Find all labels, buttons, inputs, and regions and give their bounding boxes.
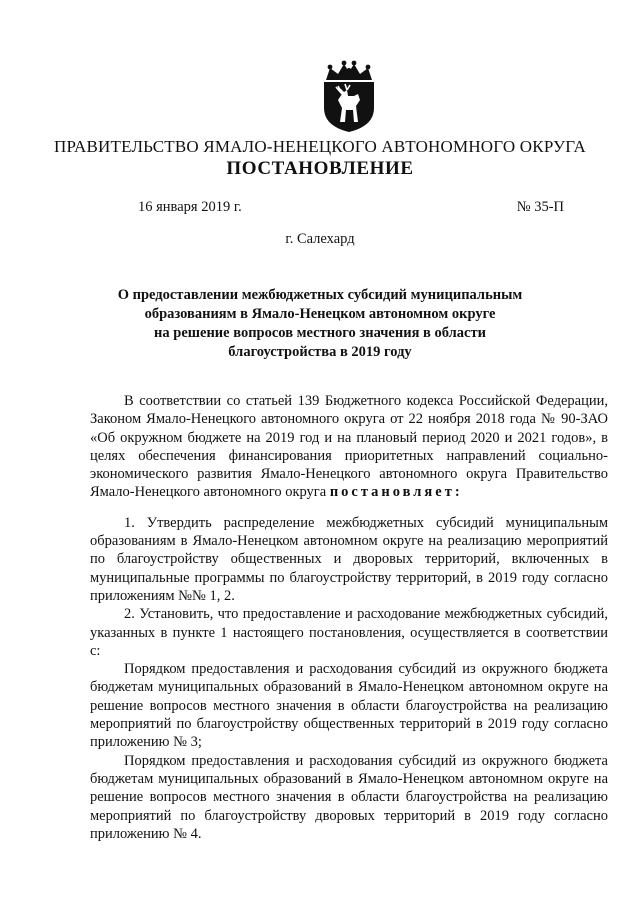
document-date: 16 января 2019 г.	[138, 199, 242, 215]
coat-of-arms-icon	[318, 60, 380, 134]
document-number: № 35-П	[516, 199, 564, 215]
subitem-1: Порядком предоставления и расходования субсидий из окружного бюджета бюджетам муниципальных образований в Ямало-Ненецком автономном округе на решение вопросов местного значения в области благоустройства на реализацию мероприятий по благоустройству общественных территорий в 2019 году согласно приложению № 3;	[90, 661, 608, 751]
document-type: ПОСТАНОВЛЕНИЕ	[226, 158, 414, 179]
document-title	[100, 286, 540, 362]
item-2: 2. Установить, что предоставление и расходование межбюджетных субсидий, указанных в пункте 1 настоящего постановления, осуществляется в соответствии с:	[90, 606, 608, 659]
title-line: образованиям в Ямало-Ненецком автономном округе	[144, 306, 496, 322]
document-body	[90, 392, 608, 843]
title-line: О предоставлении межбюджетных субсидий муниципальным	[117, 287, 523, 303]
decree-word: постановляет:	[329, 484, 463, 501]
title-line: благоустройства в 2019 году	[228, 344, 412, 360]
government-name: ПРАВИТЕЛЬСТВО ЯМАЛО-НЕНЕЦКОГО АВТОНОМНОГО ОКРУГА	[54, 137, 586, 156]
item-1: 1. Утвердить распределение межбюджетных субсидий муниципальным образованиям в Ямало-Ненецком автономном округе на реализацию мероприятий по благоустройству общественных и дворовых территорий, включенных в муниципальные программы по благоустройству территорий, в 2019 году согласно приложениям №№ 1, 2.	[90, 514, 608, 604]
preamble-paragraph	[90, 392, 608, 502]
document-city: г. Салехард	[285, 231, 355, 247]
subitem-2: Порядком предоставления и расходования субсидий из окружного бюджета бюджетам муниципальных образований в Ямало-Ненецком автономном округе на решение вопросов местного значения в области благоустройства на реализацию мероприятий по благоустройству дворовых территорий в 2019 году согласно приложению № 4.	[90, 752, 608, 842]
preamble-text: В соответствии со статьей 139 Бюджетного кодекса Российской Федерации, Законом Ямало-Ненецкого автономного округа от 22 ноября 2018 года № 90-ЗАО «Об окружном бюджете на 2019 год и на плановый период 2020 и 2021 годов», в целях обеспечения финансирования приоритетных направлений социально-экономического развития Ямало-Ненецкого автономного округа Правительство Ямало-Ненецкого автономного округа	[90, 393, 608, 501]
title-line: на решение вопросов местного значения в области	[154, 325, 486, 341]
